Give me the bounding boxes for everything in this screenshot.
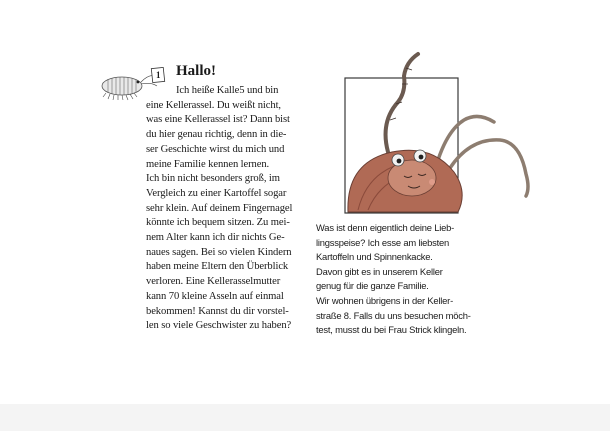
text-line: verloren. Eine Kellerasselmutter bbox=[146, 276, 281, 288]
text-line: Wir wohnen übrigens in der Keller- bbox=[316, 294, 454, 306]
text-line: Ich bin nicht besonders groß, im bbox=[146, 173, 280, 185]
text-line: sehr klein. Auf deinem Fingernagel bbox=[146, 202, 293, 214]
page-heading: Hallo! bbox=[176, 63, 216, 79]
text-line: bekommen! Kannst du dir vorstel- bbox=[146, 305, 289, 317]
text-line: Vergleich zu einer Kartoffel sogar bbox=[146, 187, 287, 199]
text-line: kann 70 kleine Asseln auf einmal bbox=[146, 290, 284, 302]
text-line: Was ist denn eigentlich deine Lieb- bbox=[316, 222, 455, 233]
text-line: naues sagen. Bei so vielen Kindern bbox=[146, 246, 292, 258]
text-line: ser Geschichte wirst du mich und bbox=[146, 143, 285, 155]
right-paragraph bbox=[316, 221, 474, 338]
text-line: was eine Kellerassel ist? Dann bist bbox=[146, 114, 290, 126]
text-line: eine Kellerassel. Du weißt nicht, bbox=[146, 99, 281, 111]
text-line: Ich heiße Kalle5 und bin bbox=[176, 85, 279, 96]
right-text-column bbox=[316, 221, 474, 338]
woodlouse-peeking-through-window-icon bbox=[338, 40, 538, 220]
text-line: meine Familie kennen lernen. bbox=[146, 158, 270, 170]
text-line: Davon gibt es in unserem Keller bbox=[316, 265, 443, 277]
left-paragraph bbox=[146, 84, 304, 334]
text-line: len so viele Geschwister zu haben? bbox=[146, 320, 292, 332]
text-line: nem Alter kann ich dir nichts Ge- bbox=[146, 232, 285, 244]
text-line: könnte ich bequem sitzen. Zu mei- bbox=[146, 217, 290, 229]
left-text-column bbox=[146, 62, 304, 334]
tag-number: 1 bbox=[156, 70, 161, 80]
text-line: Kartoffeln und Spinnenkacke. bbox=[316, 251, 433, 263]
text-line: genug für die ganze Familie. bbox=[316, 280, 429, 292]
bottom-strip bbox=[0, 404, 610, 431]
text-line: test, musst du bei Frau Strick klingeln. bbox=[316, 324, 467, 336]
text-line: lingsspeise? Ich esse am liebsten bbox=[316, 236, 450, 248]
text-line: du hier genau richtig, denn in die- bbox=[146, 129, 287, 141]
text-line: straße 8. Falls du uns besuchen möch- bbox=[316, 309, 471, 321]
text-line: haben meine Eltern den Überblick bbox=[146, 261, 289, 273]
